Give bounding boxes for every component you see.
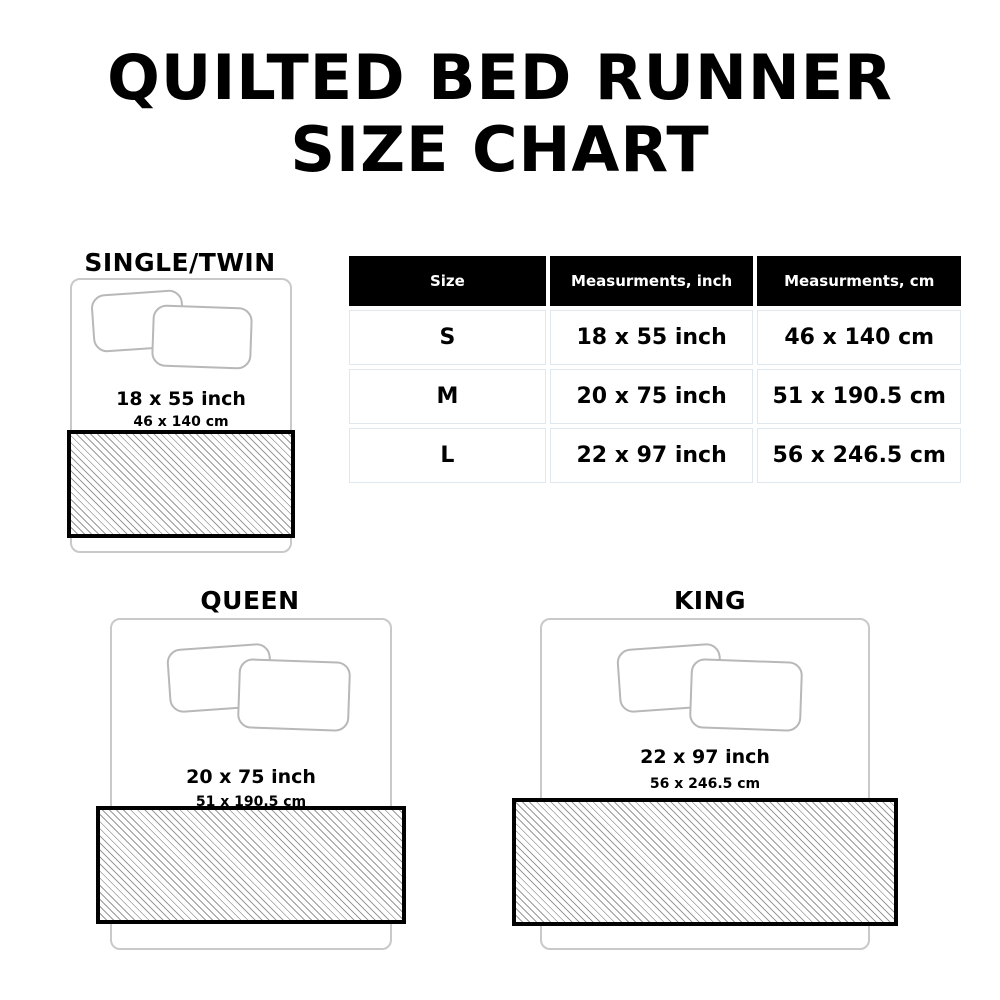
table-header-cm: Measurments, cm — [757, 256, 961, 306]
table-header-inch: Measurments, inch — [550, 256, 754, 306]
table-cell-size: M — [349, 369, 546, 424]
bed-runner-shape — [512, 798, 898, 926]
section-heading-single-twin: SINGLE/TWIN — [84, 248, 276, 277]
section-heading-queen: QUEEN — [200, 586, 300, 615]
table-cell-size: S — [349, 310, 546, 365]
table-cell-inch: 22 x 97 inch — [550, 428, 754, 483]
bed-runner-shape — [96, 806, 406, 924]
table-cell-inch: 18 x 55 inch — [550, 310, 754, 365]
dimension-label-cm: 56 x 246.5 cm — [649, 776, 761, 792]
bed-runner-shape — [67, 430, 295, 538]
table-cell-cm: 51 x 190.5 cm — [757, 369, 961, 424]
dimension-label-inch: 20 x 75 inch — [186, 766, 316, 788]
page-title-line-1: QUILTED BED RUNNER — [107, 41, 893, 114]
table-cell-cm: 56 x 246.5 cm — [757, 428, 961, 483]
table-cell-size: L — [349, 428, 546, 483]
table-cell-cm: 46 x 140 cm — [757, 310, 961, 365]
table-row — [349, 428, 961, 483]
dimension-label-cm: 51 x 190.5 cm — [195, 794, 307, 810]
page-title-line-2: SIZE CHART — [290, 113, 710, 186]
bed-illustration-king — [540, 618, 870, 950]
table-row — [349, 369, 961, 424]
page-title — [0, 42, 1000, 186]
pillow-shape-front — [237, 658, 351, 732]
dimension-label-cm: 46 x 140 cm — [133, 414, 229, 430]
table-cell-inch: 20 x 75 inch — [550, 369, 754, 424]
size-chart-table — [345, 252, 965, 487]
pillow-shape-front — [689, 658, 803, 732]
bed-illustration-single-twin — [70, 278, 292, 553]
table-header-row — [349, 256, 961, 306]
pillow-shape-front — [151, 304, 253, 369]
dimension-label-inch: 22 x 97 inch — [640, 746, 770, 768]
table-row — [349, 310, 961, 365]
dimension-label-inch: 18 x 55 inch — [116, 388, 246, 410]
bed-illustration-queen — [110, 618, 392, 950]
section-heading-king: KING — [673, 586, 747, 615]
table-header-size: Size — [349, 256, 546, 306]
